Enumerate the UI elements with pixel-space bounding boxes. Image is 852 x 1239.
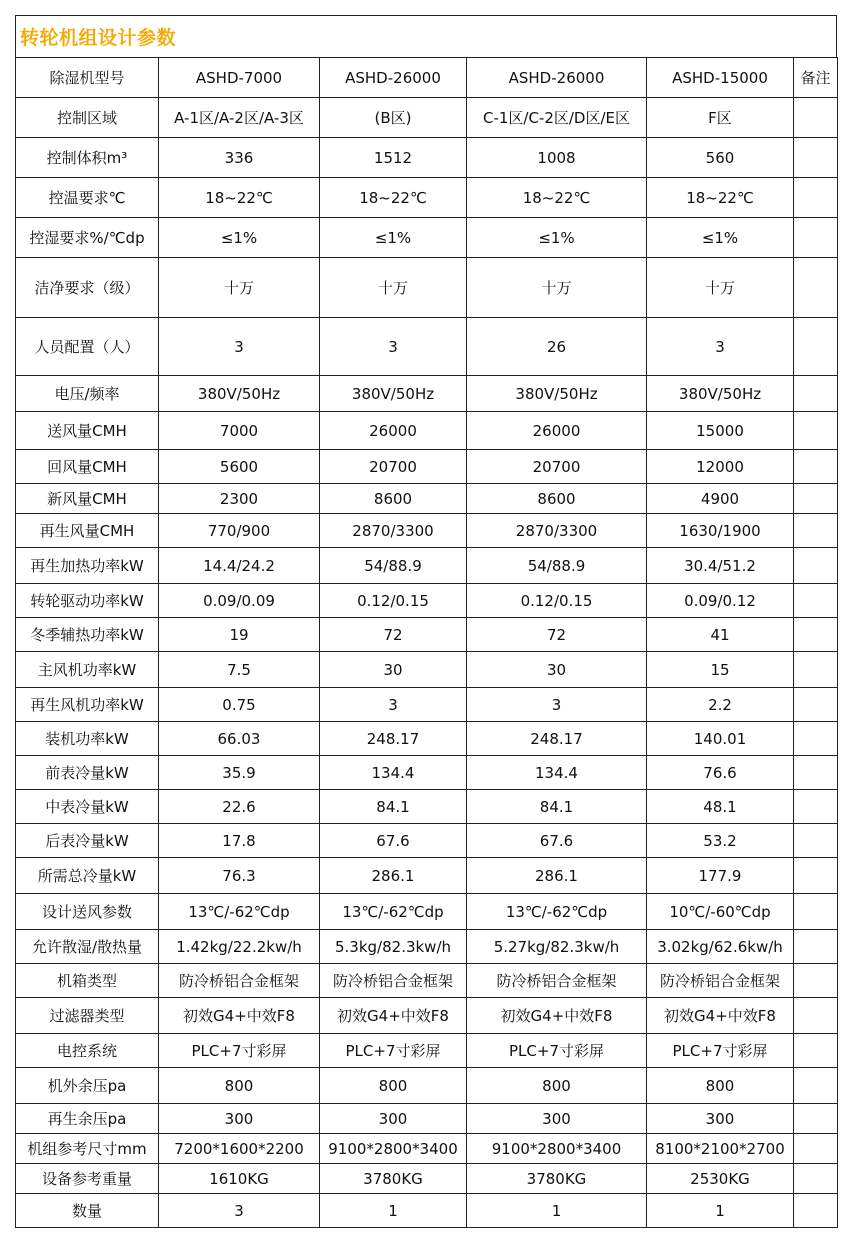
value-cell: PLC+7寸彩屏 (159, 1034, 320, 1068)
table-row (16, 1164, 838, 1194)
value-cell: 8600 (467, 484, 647, 514)
value-cell: 0.12/0.15 (467, 584, 647, 618)
value-cell: 76.6 (647, 756, 794, 790)
value-cell: 10℃/-60℃dp (647, 894, 794, 930)
value-cell: 十万 (159, 258, 320, 318)
value-cell: 800 (647, 1068, 794, 1104)
value-cell: 286.1 (320, 858, 467, 894)
table-row (16, 964, 838, 998)
value-cell: 18~22℃ (159, 178, 320, 218)
value-cell: 1.42kg/22.2kw/h (159, 930, 320, 964)
value-cell: 5.27kg/82.3kw/h (467, 930, 647, 964)
value-cell: 1 (647, 1194, 794, 1228)
note-cell (794, 756, 838, 790)
value-cell: 560 (647, 138, 794, 178)
note-cell (794, 1164, 838, 1194)
title-bar (15, 15, 837, 57)
table-row (16, 618, 838, 652)
value-cell: 3 (159, 318, 320, 376)
value-cell: 300 (320, 1104, 467, 1134)
row-label-cell: 装机功率kW (16, 722, 159, 756)
row-label-cell: 控温要求℃ (16, 178, 159, 218)
table-row (16, 98, 838, 138)
row-label-cell: 再生风量CMH (16, 514, 159, 548)
table-row (16, 138, 838, 178)
note-cell (794, 584, 838, 618)
row-label-cell: 机外余压pa (16, 1068, 159, 1104)
note-cell (794, 688, 838, 722)
table-row (16, 178, 838, 218)
row-label-cell: 洁净要求（级） (16, 258, 159, 318)
value-cell: 72 (467, 618, 647, 652)
note-cell (794, 790, 838, 824)
model-header-cell: ASHD-15000 (647, 58, 794, 98)
value-cell: 66.03 (159, 722, 320, 756)
value-cell: C-1区/C-2区/D区/E区 (467, 98, 647, 138)
row-label-cell: 机组参考尺寸mm (16, 1134, 159, 1164)
value-cell: 26000 (320, 412, 467, 450)
value-cell: 2530KG (647, 1164, 794, 1194)
value-cell: 9100*2800*3400 (320, 1134, 467, 1164)
table-row (16, 756, 838, 790)
note-cell (794, 450, 838, 484)
value-cell: 7000 (159, 412, 320, 450)
value-cell: 48.1 (647, 790, 794, 824)
table-row (16, 584, 838, 618)
note-cell (794, 98, 838, 138)
value-cell: 3 (647, 318, 794, 376)
value-cell: 2870/3300 (320, 514, 467, 548)
row-label-cell: 主风机功率kW (16, 652, 159, 688)
value-cell: 1610KG (159, 1164, 320, 1194)
row-label-cell: 送风量CMH (16, 412, 159, 450)
value-cell: 20700 (320, 450, 467, 484)
value-cell: 177.9 (647, 858, 794, 894)
value-cell: 800 (320, 1068, 467, 1104)
table-row (16, 318, 838, 376)
value-cell: 18~22℃ (647, 178, 794, 218)
note-cell (794, 998, 838, 1034)
value-cell: 1008 (467, 138, 647, 178)
value-cell: 5600 (159, 450, 320, 484)
row-label-cell: 控湿要求%/℃dp (16, 218, 159, 258)
row-label-cell: 控制体积m³ (16, 138, 159, 178)
value-cell: 18~22℃ (467, 178, 647, 218)
value-cell: ≤1% (320, 218, 467, 258)
value-cell: 300 (647, 1104, 794, 1134)
table-row (16, 998, 838, 1034)
value-cell: 8100*2100*2700 (647, 1134, 794, 1164)
value-cell: 54/88.9 (320, 548, 467, 584)
row-label-cell: 转轮驱动功率kW (16, 584, 159, 618)
value-cell: 84.1 (320, 790, 467, 824)
row-label-cell: 设备参考重量 (16, 1164, 159, 1194)
value-cell: PLC+7寸彩屏 (467, 1034, 647, 1068)
note-cell (794, 548, 838, 584)
value-cell: 5.3kg/82.3kw/h (320, 930, 467, 964)
value-cell: 13℃/-62℃dp (467, 894, 647, 930)
value-cell: (B区) (320, 98, 467, 138)
value-cell: 286.1 (467, 858, 647, 894)
value-cell: 7.5 (159, 652, 320, 688)
value-cell: 防冷桥铝合金框架 (647, 964, 794, 998)
value-cell: 380V/50Hz (320, 376, 467, 412)
value-cell: 3 (320, 688, 467, 722)
value-cell: 67.6 (467, 824, 647, 858)
value-cell: 67.6 (320, 824, 467, 858)
value-cell: 3 (159, 1194, 320, 1228)
note-cell (794, 1068, 838, 1104)
row-label-cell: 人员配置（人） (16, 318, 159, 376)
value-cell: 十万 (467, 258, 647, 318)
value-cell: 18~22℃ (320, 178, 467, 218)
table-row (16, 1104, 838, 1134)
table-row (16, 652, 838, 688)
value-cell: 248.17 (320, 722, 467, 756)
row-label-cell: 前表冷量kW (16, 756, 159, 790)
value-cell: 30 (320, 652, 467, 688)
note-cell (794, 318, 838, 376)
value-cell: 1512 (320, 138, 467, 178)
document-title: 转轮机组设计参数 (20, 27, 177, 49)
value-cell: 7200*1600*2200 (159, 1134, 320, 1164)
value-cell: 3780KG (467, 1164, 647, 1194)
row-label-cell: 中表冷量kW (16, 790, 159, 824)
table-row (16, 858, 838, 894)
note-cell (794, 964, 838, 998)
table-row (16, 450, 838, 484)
row-label-cell: 设计送风参数 (16, 894, 159, 930)
table-row (16, 412, 838, 450)
value-cell: 十万 (647, 258, 794, 318)
row-label-cell: 再生风机功率kW (16, 688, 159, 722)
value-cell: 12000 (647, 450, 794, 484)
note-cell (794, 1104, 838, 1134)
value-cell: 134.4 (320, 756, 467, 790)
value-cell: 35.9 (159, 756, 320, 790)
note-cell (794, 894, 838, 930)
value-cell: 13℃/-62℃dp (159, 894, 320, 930)
value-cell: 770/900 (159, 514, 320, 548)
row-label-cell: 控制区域 (16, 98, 159, 138)
value-cell: 1630/1900 (647, 514, 794, 548)
row-label-cell: 机箱类型 (16, 964, 159, 998)
table-row (16, 1194, 838, 1228)
row-label-cell: 所需总冷量kW (16, 858, 159, 894)
header-label-cell: 除湿机型号 (16, 58, 159, 98)
value-cell: F区 (647, 98, 794, 138)
value-cell: 防冷桥铝合金框架 (467, 964, 647, 998)
value-cell: 300 (159, 1104, 320, 1134)
value-cell: 53.2 (647, 824, 794, 858)
row-label-cell: 数量 (16, 1194, 159, 1228)
value-cell: 3 (467, 688, 647, 722)
note-cell (794, 484, 838, 514)
value-cell: 4900 (647, 484, 794, 514)
value-cell: 8600 (320, 484, 467, 514)
note-cell (794, 858, 838, 894)
value-cell: 800 (467, 1068, 647, 1104)
value-cell: 2.2 (647, 688, 794, 722)
value-cell: 54/88.9 (467, 548, 647, 584)
value-cell: 0.12/0.15 (320, 584, 467, 618)
value-cell: 1 (467, 1194, 647, 1228)
value-cell: 2870/3300 (467, 514, 647, 548)
row-label-cell: 过滤器类型 (16, 998, 159, 1034)
value-cell: 0.09/0.09 (159, 584, 320, 618)
table-row (16, 824, 838, 858)
value-cell: 76.3 (159, 858, 320, 894)
note-cell (794, 1134, 838, 1164)
value-cell: 26000 (467, 412, 647, 450)
note-cell (794, 178, 838, 218)
value-cell: 26 (467, 318, 647, 376)
row-label-cell: 电控系统 (16, 1034, 159, 1068)
value-cell: 30.4/51.2 (647, 548, 794, 584)
value-cell: 3780KG (320, 1164, 467, 1194)
table-row (16, 1134, 838, 1164)
row-label-cell: 允许散湿/散热量 (16, 930, 159, 964)
note-cell (794, 1194, 838, 1228)
model-header-cell: ASHD-26000 (467, 58, 647, 98)
parameter-table (15, 57, 838, 1228)
note-cell (794, 824, 838, 858)
value-cell: 380V/50Hz (467, 376, 647, 412)
value-cell: 30 (467, 652, 647, 688)
value-cell: 41 (647, 618, 794, 652)
table-row (16, 688, 838, 722)
row-label-cell: 冬季辅热功率kW (16, 618, 159, 652)
value-cell: 14.4/24.2 (159, 548, 320, 584)
value-cell: 300 (467, 1104, 647, 1134)
table-body (16, 58, 838, 1228)
value-cell: 22.6 (159, 790, 320, 824)
value-cell: 84.1 (467, 790, 647, 824)
table-row (16, 722, 838, 756)
row-label-cell: 后表冷量kW (16, 824, 159, 858)
note-cell (794, 258, 838, 318)
value-cell: 140.01 (647, 722, 794, 756)
value-cell: 17.8 (159, 824, 320, 858)
note-cell (794, 930, 838, 964)
value-cell: 800 (159, 1068, 320, 1104)
value-cell: ≤1% (647, 218, 794, 258)
row-label-cell: 再生加热功率kW (16, 548, 159, 584)
table-row (16, 1068, 838, 1104)
value-cell: 15000 (647, 412, 794, 450)
value-cell: 13℃/-62℃dp (320, 894, 467, 930)
note-cell (794, 652, 838, 688)
value-cell: PLC+7寸彩屏 (647, 1034, 794, 1068)
note-cell (794, 218, 838, 258)
value-cell: 248.17 (467, 722, 647, 756)
note-cell (794, 376, 838, 412)
value-cell: 初效G4+中效F8 (320, 998, 467, 1034)
table-row (16, 1034, 838, 1068)
table-row (16, 484, 838, 514)
value-cell: 3.02kg/62.6kw/h (647, 930, 794, 964)
note-cell (794, 138, 838, 178)
value-cell: A-1区/A-2区/A-3区 (159, 98, 320, 138)
value-cell: 9100*2800*3400 (467, 1134, 647, 1164)
table-row (16, 548, 838, 584)
value-cell: 3 (320, 318, 467, 376)
value-cell: 15 (647, 652, 794, 688)
note-cell (794, 412, 838, 450)
header-row (16, 58, 838, 98)
row-label-cell: 再生余压pa (16, 1104, 159, 1134)
note-cell (794, 722, 838, 756)
value-cell: 2300 (159, 484, 320, 514)
value-cell: 134.4 (467, 756, 647, 790)
value-cell: ≤1% (159, 218, 320, 258)
value-cell: PLC+7寸彩屏 (320, 1034, 467, 1068)
table-row (16, 930, 838, 964)
table-row (16, 790, 838, 824)
value-cell: 336 (159, 138, 320, 178)
table-row (16, 376, 838, 412)
note-cell (794, 618, 838, 652)
value-cell: 1 (320, 1194, 467, 1228)
table-row (16, 514, 838, 548)
row-label-cell: 电压/频率 (16, 376, 159, 412)
note-cell (794, 1034, 838, 1068)
table-row (16, 258, 838, 318)
value-cell: 防冷桥铝合金框架 (320, 964, 467, 998)
value-cell: 初效G4+中效F8 (647, 998, 794, 1034)
model-header-cell: ASHD-7000 (159, 58, 320, 98)
table-row (16, 894, 838, 930)
value-cell: 初效G4+中效F8 (159, 998, 320, 1034)
table-row (16, 218, 838, 258)
value-cell: ≤1% (467, 218, 647, 258)
note-cell (794, 514, 838, 548)
value-cell: 防冷桥铝合金框架 (159, 964, 320, 998)
value-cell: 380V/50Hz (647, 376, 794, 412)
note-header-cell: 备注 (794, 58, 838, 98)
model-header-cell: ASHD-26000 (320, 58, 467, 98)
value-cell: 0.75 (159, 688, 320, 722)
row-label-cell: 新风量CMH (16, 484, 159, 514)
value-cell: 72 (320, 618, 467, 652)
value-cell: 十万 (320, 258, 467, 318)
value-cell: 0.09/0.12 (647, 584, 794, 618)
value-cell: 380V/50Hz (159, 376, 320, 412)
value-cell: 19 (159, 618, 320, 652)
value-cell: 初效G4+中效F8 (467, 998, 647, 1034)
value-cell: 20700 (467, 450, 647, 484)
row-label-cell: 回风量CMH (16, 450, 159, 484)
